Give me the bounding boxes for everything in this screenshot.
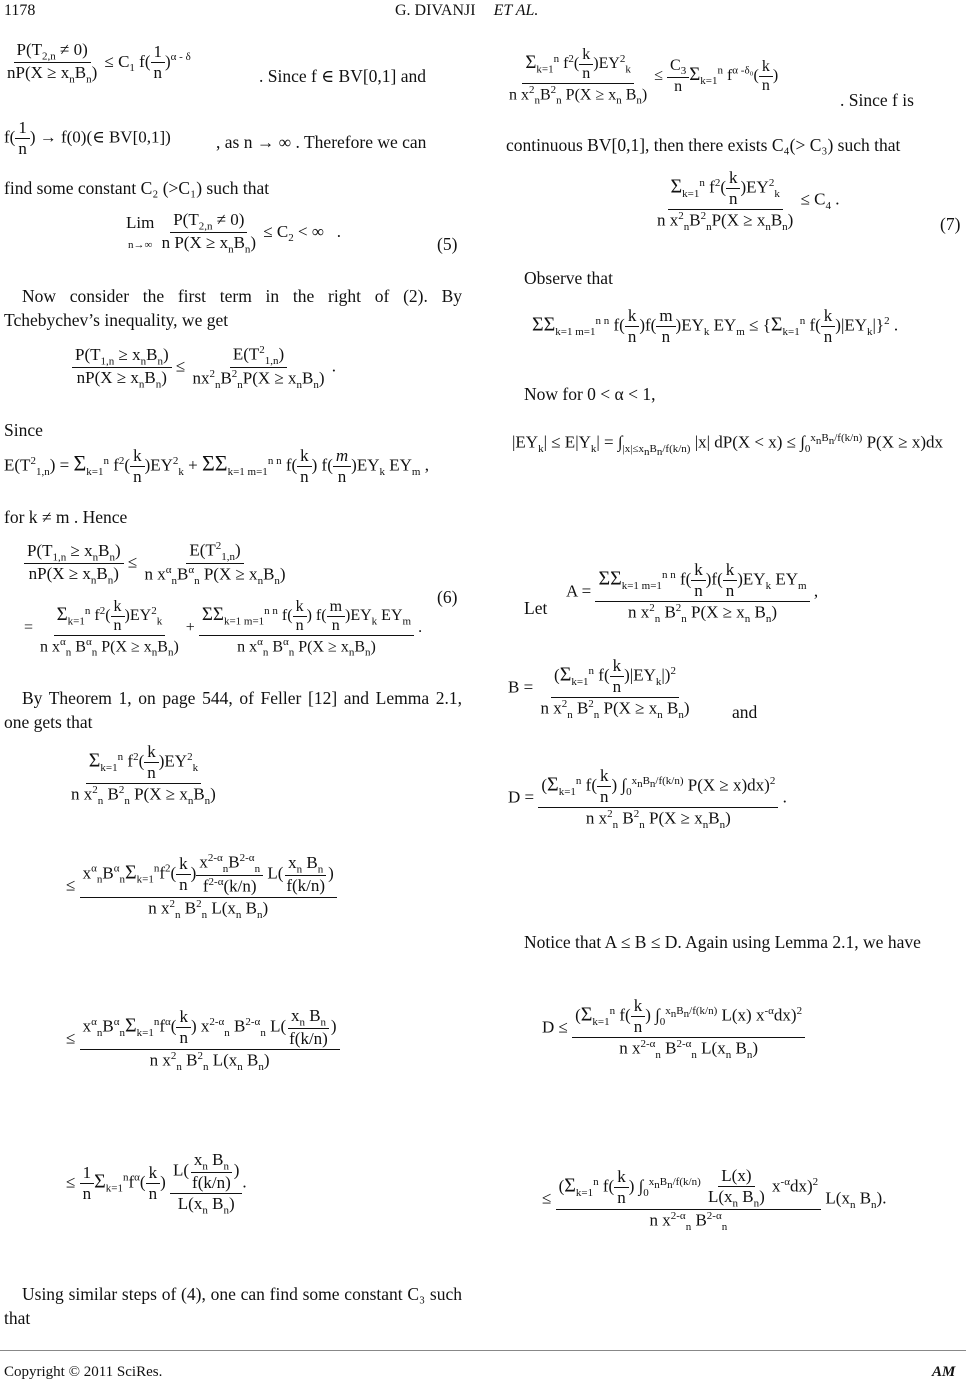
eq5: Lim n→∞ $\frac{P(T_{2,n} \ne 0)}{n P(X \ge x_nB_n)}$ ≤ $C_2$ < ∞ . (126, 210, 341, 256)
right-para1-line2: continuous BV[0,1], then there exists C₄(> C₃) such that (506, 135, 901, 155)
footer-journal: AM (932, 1364, 956, 1380)
eq-feller-4: ≤ $\frac{1}{n}$ $\Sigma_{k=1}^nf^\alpha$( $\frac{k}{n}$ ) L( $\frac{x_n B_n}{f(k/n)}$ ) $L(x_n$ $B_n$) . (66, 1150, 247, 1217)
eq-ratio-c1: $\frac{P(T_{2,n} \ne 0)}{nP(X \ge x_nB_n)}$ ≤ $C_1$ f( $\frac{1}{n}$ )$^{\alpha - \delta}$ (7, 40, 191, 86)
eq-f-limit: f( $\frac{1}{n}$ ) → f(0)(∈ BV[0,1]) (4, 118, 171, 158)
footer-copyright: Copyright © 2011 SciRes. (4, 1364, 163, 1380)
eq-D-bound-1: D ≤ ($\Sigma_{k=1}^n$ f( $\frac{k}{n}$ ) $\int_0^{x_nB_n/f(k/n)}$ L(x) $x^{-\alpha}dx)^2$ n $x^{2-\alpha}_n$ $B^{2-\alpha}_n$ $L(x_n$ $B_n$) (542, 996, 805, 1061)
eq6-line2: = $\Sigma_{k=1}^n$ $f^2$( $\frac{k}{n}$ )$EY^2_k$ n $x^\alpha_n$ $B^\alpha_n$ $P(X \ge x_nB_n)$ + $\Sigma\Sigma_{k=1 m=1}^{n n}$ f( $\frac{k}{n}$ ) f( $\frac{m}{n}$ )$EY_k$ $EY_m$ n $x^\alpha_n$ $B^\alpha_n$ $P(X \ge x_nB_n)$ . (24, 598, 423, 659)
eq-D: D = ($\Sigma_{k=1}^n$ f( $\frac{k}{n}$ ) $\int_0^{x_nB_n/f(k/n)}$ P(X ≥ x)dx)$^2$ n $x^2_n$ $B^2_n$ $P(X \ge x_nB_n)$ . (508, 766, 787, 832)
eq-eyk-bound: $|EY_k| \le E|Y_k| = \int_{|x|\le x_nB_n/f(k/n)}$ |x| $dP(X < x) \le \int_0^{x_nB_n/f(k/n)}$ P(X ≥ x)dx (512, 432, 943, 459)
left-para1-line2: , as n → ∞ . Therefore we can (216, 132, 427, 152)
footer-rule (0, 1350, 966, 1351)
right-and: and (732, 702, 758, 722)
left-para1-tail: . Since f ∈ BV[0,1] and (259, 66, 427, 86)
eq-observe: $\Sigma\Sigma_{k=1 m=1}^{n n}$ f( $\frac{k}{n}$ )f( $\frac{m}{n}$ )$EY_k$ $EY_m \le \{\Sigma_{k=1}^n$ f( $\frac{k}{n}$ )$|EY_k|\}^2$ . (532, 306, 899, 346)
right-notice: Notice that A ≤ B ≤ D. Again using Lemma 2.1, we have (524, 932, 921, 952)
eq7-number: (7) (940, 214, 961, 234)
running-title-et-al: ET AL. (493, 2, 539, 19)
right-let: Let (524, 598, 548, 618)
left-para2: Now consider the first term in the right of (2). By Tchebychev’s inequality, we get (4, 286, 462, 330)
eq6-number: (6) (437, 587, 458, 607)
eq-D-bound-2: ≤ ($\Sigma_{k=1}^n$ f( $\frac{k}{n}$ ) $\int_0^{x_nB_n/f(k/n)}$ $\frac{L(x)}{L(x_n B_n)}$ $x^{-\alpha}dx)^2$ n $x^{2-\alpha}_n$ $B^{2-\alpha}_n$ $L(x_n$ $B_n$). (542, 1166, 887, 1234)
right-para1-tail: . Since f is (840, 90, 914, 110)
eq-feller-2: ≤ $x^\alpha_nB^\alpha_n\Sigma_{k=1}^nf^2$( $\frac{k}{n}$ ) $\frac{x^{2-\alpha}_nB^{2-\alpha}_n}{f^{2-\alpha}(k/n)}$ L( $\frac{x_n B_n}{f(k/n)}$ ) n $x^2_n$ $B^2_n$ $L(x_n$ $B_n$) (66, 852, 337, 921)
eq5-number: (5) (437, 234, 458, 254)
left-para4: Using similar steps of (4), one can find some constant C₃ such that (4, 1284, 462, 1328)
eq-tchebychev: $\frac{P(T_{1,n} \ge x_nB_n)}{nP(X \ge x_nB_n)}$ ≤ $\frac{E(T^2_{1,n})}{nx^2_nB^2_nP(X \ge x_nB_n)}$ . (72, 344, 336, 391)
left-since: Since (4, 420, 43, 440)
eq-B: B = ($\Sigma_{k=1}^n$ f( $\frac{k}{n}$ )$|EY_k|)^2$ n $x^2_n$ $B^2_n$ $P(X \ge x_n$ $B_n$) (508, 656, 690, 722)
eq-feller-3: ≤ $x^\alpha_nB^\alpha_n\Sigma_{k=1}^nf^\alpha$( $\frac{k}{n}$ ) $x^{2-\alpha}_n$ $B^{2-\alpha}_n$ L( $\frac{x_n B_n}{f(k/n)}$ ) n $x^2_n$ $B^2_n$ $L(x_n$ $B_n$) (66, 1006, 340, 1073)
running-title (395, 2, 538, 20)
left-para1-line3: find some constant C₂ (>C₁) such that (4, 178, 270, 198)
eq-A: A = $\Sigma\Sigma_{k=1 m=1}^{n n}$ f( $\frac{k}{n}$ )f( $\frac{k}{n}$ )$EY_k$ $EY_m$ n $x^2_n$ $B^2_n$ $P(X \ge x_n$ $B_n$) , (566, 560, 819, 626)
right-now-for: Now for 0 < α < 1, (524, 384, 656, 404)
eq-c3: $\Sigma_{k=1}^n$ $f^2$( $\frac{k}{n}$ )$EY^2_k$ n $x^2_nB^2_n$ $P(X \ge x_n$ $B_n$) ≤ $\frac{C_3}{n}$ $\Sigma_{k=1}^n$ $f^{\alpha -\delta_0}$( $\frac{k}{n}$ ) (509, 46, 779, 107)
running-title-author: G. DIVANJI (395, 2, 476, 19)
right-observe: Observe that (524, 268, 613, 288)
eq-expansion: $E(T^2_{1,n}) = \Sigma_{k=1}^n$ $f^2$( $\frac{k}{n}$ )$EY^2_k + \Sigma\Sigma_{k=1 m=1}^{n n}$ f( $\frac{k}{n}$ ) f( $\frac{m}{n}$ )$EY_k$ $EY_m$ , (4, 446, 429, 486)
left-para3: By Theorem 1, on page 544, of Feller [12] and Lemma 2.1, one gets that (4, 688, 462, 732)
page-number: 1178 (4, 2, 36, 19)
left-for-k: for k ≠ m . Hence (4, 507, 128, 527)
eq6-line1: $\frac{P(T_{1,n} \ge x_nB_n)}{nP(X \ge x_nB_n)}$ ≤ $\frac{E(T^2_{1,n})}{n x^\alpha_nB^\alpha_n P(X \ge x_nB_n)}$ (24, 540, 289, 587)
eq7: $\Sigma_{k=1}^n$ $f^2$( $\frac{k}{n}$ )$EY^2_k$ n $x^2_nB^2_nP(X \ge x_nB_n)$ ≤ $C_4$ . (657, 168, 840, 234)
eq-feller-1: $\Sigma_{k=1}^n$ $f^2$( $\frac{k}{n}$ )$EY^2_k$ n $x^2_n$ $B^2_n$ $P(X \ge x_nB_n)$ (71, 742, 216, 808)
